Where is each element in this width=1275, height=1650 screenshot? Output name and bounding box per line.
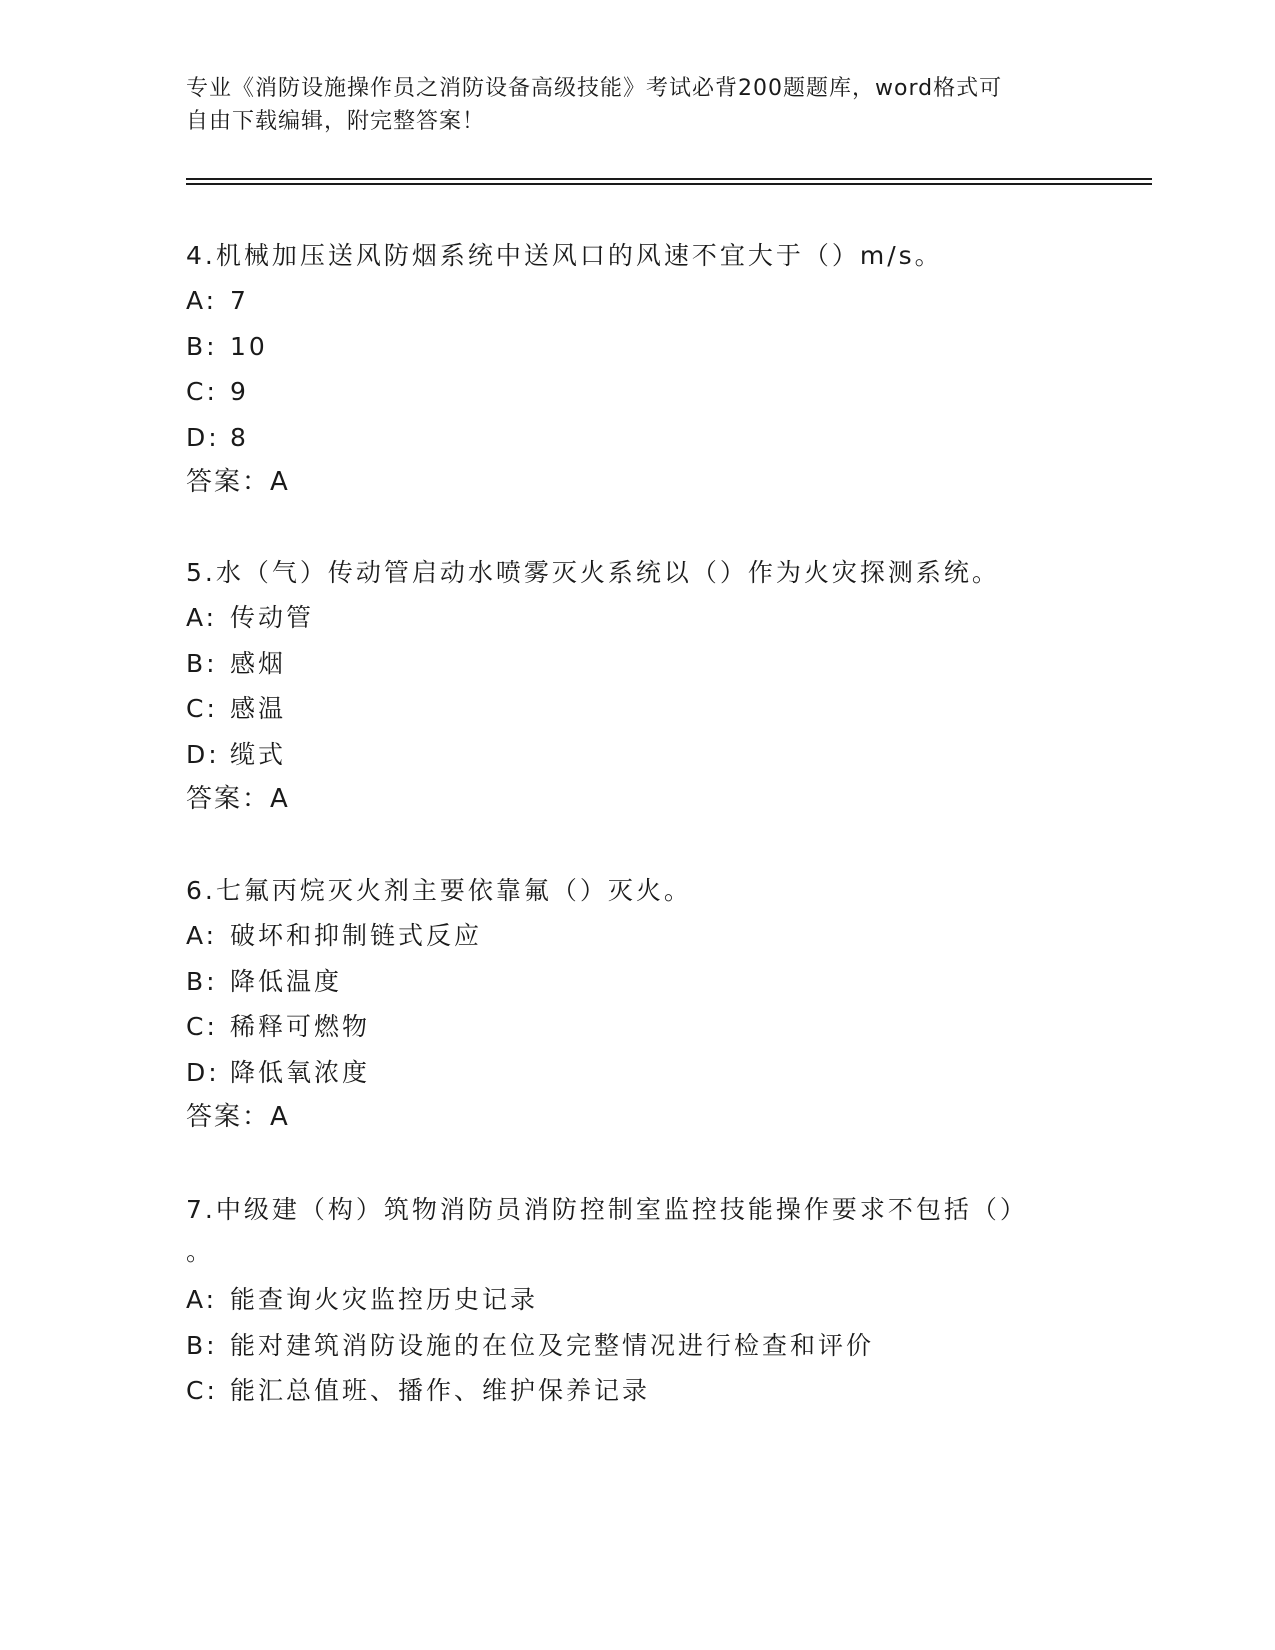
option-letter: A: (186, 603, 218, 632)
option-text: 传动管 (230, 603, 315, 632)
question-stem: 5.水（气）传动管启动水喷雾灭火系统以（）作为火灾探测系统。 (186, 558, 1000, 587)
option-text: 稀释可燃物 (230, 1012, 371, 1041)
answer-line: 答案：A (186, 1102, 290, 1132)
option-text: 7 (230, 286, 249, 315)
option-text: 感温 (230, 694, 287, 723)
option-b (186, 959, 1086, 1005)
question-4 (186, 233, 1086, 505)
option-a (186, 913, 1086, 959)
option-letter: C: (186, 1376, 218, 1405)
header-divider-bottom (186, 183, 1152, 185)
option-letter: B: (186, 331, 218, 361)
option-text: 降低温度 (230, 966, 343, 996)
option-text: 缆式 (230, 739, 287, 769)
option-text: 8 (230, 422, 249, 452)
question-stem: 6.七氟丙烷灭火剂主要依靠氟（）灭火。 (186, 876, 692, 905)
option-text: 能查询火灾监控历史记录 (230, 1285, 539, 1314)
question-stem: 4.机械加压送风防烟系统中送风口的风速不宜大于（）m/s。 (186, 241, 943, 270)
option-letter: C: (186, 694, 218, 723)
header-divider-top (186, 178, 1152, 180)
option-b (186, 1323, 1086, 1369)
option-text: 9 (230, 377, 249, 406)
option-letter: A: (186, 1285, 218, 1314)
question-stem: 7.中级建（构）筑物消防员消防控制室监控技能操作要求不包括（） (186, 1195, 1028, 1224)
option-text: 降低氧浓度 (230, 1057, 371, 1087)
option-letter: C: (186, 377, 218, 406)
option-letter: A: (186, 921, 218, 950)
option-c (186, 1004, 1086, 1050)
option-text: 破坏和抑制链式反应 (230, 921, 483, 950)
option-c (186, 369, 1086, 415)
option-letter: D: (186, 422, 220, 452)
document-header: 专业《消防设施操作员之消防设备高级技能》考试必背200题题库，word格式可 自由下载编辑，附完整答案！ (186, 76, 1003, 134)
option-text: 10 (230, 331, 268, 361)
option-a (186, 595, 1086, 641)
option-letter: B: (186, 966, 218, 996)
option-d (186, 415, 1086, 461)
answer-line: 答案：A (186, 784, 290, 814)
option-c (186, 686, 1086, 732)
option-b (186, 324, 1086, 370)
answer-line: 答案：A (186, 467, 290, 497)
option-d (186, 732, 1086, 778)
option-d (186, 1050, 1086, 1096)
option-letter: B: (186, 648, 218, 678)
question-stem-continuation: 。 (186, 1237, 215, 1266)
option-letter: B: (186, 1330, 218, 1360)
question-7 (186, 1187, 1086, 1414)
option-text: 能汇总值班、播作、维护保养记录 (230, 1376, 651, 1405)
question-5 (186, 550, 1086, 822)
option-c (186, 1368, 1086, 1414)
option-letter: A: (186, 286, 218, 315)
option-letter: D: (186, 1057, 220, 1087)
option-text: 能对建筑消防设施的在位及完整情况进行检查和评价 (230, 1330, 875, 1360)
option-text: 感烟 (230, 648, 287, 678)
option-letter: C: (186, 1012, 218, 1041)
option-letter: D: (186, 739, 220, 769)
question-6 (186, 868, 1086, 1140)
option-b (186, 641, 1086, 687)
option-a (186, 1277, 1086, 1323)
option-a (186, 278, 1086, 324)
